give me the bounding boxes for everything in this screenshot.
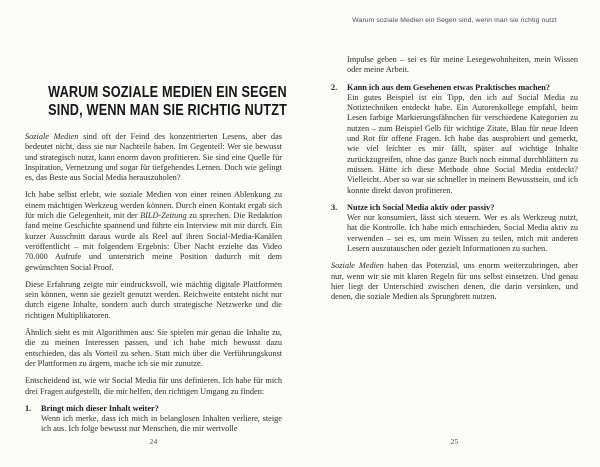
closing-italic-lead: Soziale Medien xyxy=(331,261,384,271)
right-page xyxy=(331,0,578,467)
list-item-2-body: Ein gutes Beispiel ist ein Tipp, den ich auf Social Media zu Notiztechniken entdeckt habe. Ein Autorenkollege empfahl, beim Lesen farbige Markierungsfähnchen für verschiedene Kategorien zu nutzen – zum Beispiel Gelb für wichtige Zitate, Blau für neue Ideen und Rot für offene Fragen. Ich habe das ausprobiert und gemerkt, wie viel leichter es mir fällt, später auf wichtige Inhalte zurückzugreifen, ohne das ganze Buch noch einmal durchblättern zu müssen. Hätte ich diese Methode ohne Social Media entdeckt? Vielleicht. Aber so war sie schneller in meinem Bewusstsein, und ich konnte direkt davon profitieren. xyxy=(347,92,578,195)
list-item-1-content xyxy=(41,404,282,435)
chapter-title-line-2: SIND, WENN MAN SIE RICHTIG NUTZT xyxy=(48,101,288,119)
paragraph-intro-text: sind oft der Feind des konzentrierten Lesens, aber das bedeutet nicht, dass sie nur Nachteile haben. Im Gegenteil: Wer sie bewusst und strategisch nutzt, kann enorm davon profitieren. Sie sind eine Quelle für Inspiration, Vernetzung und sogar für tiefgehendes Lernen. Doch wie gelingt es, das Beste aus Social Media herauszuholen? xyxy=(25,132,282,183)
list-item-2 xyxy=(331,83,578,196)
list-item-1-heading: Bringt mich dieser Inhalt weiter? xyxy=(41,403,159,413)
list-item-3-content xyxy=(347,203,578,254)
list-item-3-number: 3. xyxy=(331,202,338,212)
left-page xyxy=(25,0,288,467)
chapter-title xyxy=(25,84,288,119)
list-item-1-number: 1. xyxy=(25,403,32,413)
bild-zeitung-italic: BILD-Zeitung xyxy=(140,211,187,221)
chapter-title-line-1: WARUM SOZIALE MEDIEN EIN SEGEN xyxy=(48,84,287,101)
right-page-number: 25 xyxy=(450,437,459,446)
paragraph-bild-story xyxy=(25,190,282,272)
left-page-number: 24 xyxy=(149,437,158,446)
paragraph-experience: Diese Erfahrung zeigte mir eindrucksvoll, wie mächtig digitale Plattformen sein können, wenn sie gezielt genutzt werden. Reichweite entsteht nicht nur durch eigene Inhalte, sondern auch durch strategische Netzwerke und die richtigen Multiplikatoren. xyxy=(25,279,282,320)
list-item-3-body: Wer nur konsumiert, lässt sich steuern. Wer es als Werkzeug nutzt, hat die Kontrolle. Ich habe mich entschieden, Social Media aktiv zu verwenden – sei es, um mein Wissen zu teilen, mich mit anderen Lesern auszutauschen oder gezielt Informationen zu suchen. xyxy=(347,213,578,254)
running-header: Warum soziale Medien ein Segen sind, wenn man sie richtig nutzt xyxy=(352,17,557,24)
paragraph-three-questions: Entscheidend ist, wie wir Social Media für uns definieren. Ich habe für mich drei Fragen aufgestellt, die mir helfen, den richtigen Umgang zu finden: xyxy=(25,376,282,396)
list-item-3 xyxy=(331,203,578,254)
list-item-2-content xyxy=(347,83,578,196)
right-page-body xyxy=(331,55,578,303)
paragraph-closing xyxy=(331,261,578,302)
list-item-2-number: 2. xyxy=(331,82,338,92)
left-page-body xyxy=(25,132,282,435)
list-item-1-body: Wenn ich merke, dass ich mich in belanglosen Inhalten verliere, steige ich aus. Ich folge bewusst nur Menschen, die mir wertvolle xyxy=(41,414,282,434)
paragraph-bild-part-a: Ich habe selbst erlebt, wie soziale Medien von einer reinen Ablenkung zu einem mächtigen Werkzeug werden können. Durch einen Kontakt ergab sich für mich die Gelegenheit, mit der xyxy=(25,190,282,221)
list-item-3-heading: Nutze ich Social Media aktiv oder passiv? xyxy=(347,202,495,212)
italic-lead: Soziale Medien xyxy=(25,132,79,141)
paragraph-closing-text: haben das Potenzial, uns enorm weiterzubringen, aber nur, wenn wir sie mit klaren Regeln für uns selbst einsetzen. Und genau hier liegt der Unterschied zwischen denen, die darin versinken, und denen, die soziale Medien als Sprungbrett nutzen. xyxy=(331,261,578,302)
list-item-1-continuation: Impulse geben – sei es für meine Lesegewohnheiten, mein Wissen oder meine Arbeit. xyxy=(347,55,578,75)
paragraph-intro xyxy=(25,132,282,183)
paragraph-algorithms: Ähnlich sieht es mit Algorithmen aus: Sie spielen mir genau die Inhalte zu, die zu meinen Interessen passen, und ich habe mich bewusst dazu entschieden, das als Vorteil zu sehen. Statt mich über die Verführungskunst der Plattformen zu ärgern, mache ich sie mir zunutze. xyxy=(25,328,282,368)
list-item-2-heading: Kann ich aus dem Gesehenen etwas Praktisches machen? xyxy=(347,82,551,92)
list-item-1 xyxy=(25,404,282,435)
paragraph-bild-part-b: zu sprechen. Die Redaktion fand meine Geschichte spannend und führte ein Interview mit mir durch. Ein kurzer Ausschnitt daraus wurde als Reel auf ihren Social-Media-Kanälen veröffentlicht – mit folgendem Ergebnis: Über Nacht erzielte das Video 70.000 Aufrufe und unterstrich meine Position dadurch mit dem gewünschten Social Proof. xyxy=(25,211,282,272)
